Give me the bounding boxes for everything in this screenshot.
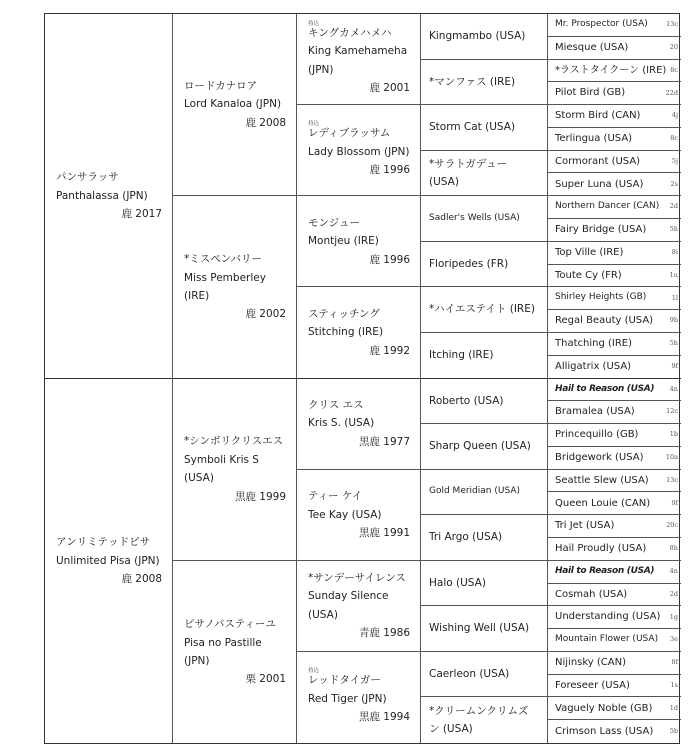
pedigree-cell-gen5 (548, 242, 681, 265)
pedigree-cell-gen2 (173, 14, 297, 196)
horse-name: Princequillo (GB) (555, 429, 639, 441)
horse-name-jp: キングカメハメハ (308, 26, 392, 39)
family-number: 20 (669, 42, 678, 51)
horse-name: Vaguely Noble (GB) (555, 702, 653, 714)
pedigree-cell-gen5 (548, 629, 681, 652)
horse-name: Caerleon (USA) (429, 667, 510, 680)
horse-name-jp: パンサラッサ (56, 171, 119, 184)
family-number: 5h (669, 339, 678, 348)
pedigree-cell-gen5 (548, 470, 681, 493)
family-number: 8c (670, 134, 678, 143)
horse-name: *クリームンクリムズン (USA) (429, 704, 529, 736)
pedigree-cell-gen4 (421, 242, 548, 288)
family-number: 8c (670, 65, 678, 74)
pedigree-cell-gen4 (421, 151, 548, 197)
horse-name: Terlingua (USA) (555, 133, 633, 145)
horse-name: Alligatrix (USA) (555, 360, 632, 372)
pedigree-cell-gen5 (548, 287, 681, 310)
pedigree-cell-gen5 (548, 379, 681, 402)
horse-name-jp: レディブラッサム (308, 127, 391, 140)
horse-name: Top Ville (IRE) (555, 246, 624, 258)
horse-name-en: Sunday Silence (USA) (308, 590, 389, 621)
pedigree-cell-gen3 (297, 652, 421, 743)
color-year: 黒鹿 1994 (358, 711, 410, 724)
pedigree-cell-gen2 (173, 196, 297, 378)
horse-name: Miesque (USA) (555, 41, 629, 53)
horse-name: Mr. Prospector (USA) (555, 19, 648, 30)
horse-name: Tri Argo (USA) (429, 531, 503, 544)
color-year: 鹿 1996 (369, 253, 410, 266)
color-year: 鹿 2008 (245, 116, 286, 129)
family-number: 4n (669, 566, 678, 575)
pedigree-cell-gen5 (548, 37, 681, 60)
horse-name-jp: レッドタイガー (308, 674, 381, 687)
family-number: 5b (669, 726, 678, 735)
color-year: 青鹿 1986 (358, 627, 410, 640)
pedigree-cell-gen5 (548, 652, 681, 675)
color-year: 黒鹿 1991 (358, 526, 410, 539)
pedigree-cell-gen5 (548, 492, 681, 515)
pedigree-cell-gen5 (548, 356, 681, 379)
family-number: 10a (665, 453, 678, 462)
horse-name: Gold Meridian (USA) (429, 486, 520, 497)
family-number: 1s (670, 680, 678, 689)
horse-name: Fairy Bridge (USA) (555, 224, 647, 236)
pedigree-cell-gen4 (421, 105, 548, 151)
pedigree-cell-gen5 (548, 151, 681, 174)
horse-name-jp: クリス エス (308, 399, 364, 411)
horse-name-en: Kris S. (USA) (308, 417, 375, 430)
pedigree-cell-gen3 (297, 105, 421, 196)
color-year: 鹿 2002 (245, 308, 286, 321)
color-year: 鹿 1992 (369, 344, 410, 357)
pedigree-cell-gen5 (548, 538, 681, 561)
imported-mark: 持込 (308, 20, 320, 27)
horse-name: Cormorant (USA) (555, 155, 641, 167)
pedigree-cell-gen3 (297, 561, 421, 652)
pedigree-cell-gen5 (548, 401, 681, 424)
family-number: 2d (669, 589, 678, 598)
horse-name: Storm Cat (USA) (429, 121, 516, 134)
pedigree-cell-gen4 (421, 60, 548, 106)
horse-name: Seattle Slew (USA) (555, 474, 649, 486)
color-year: 栗 2001 (245, 673, 286, 686)
family-number: 1d (669, 703, 678, 712)
pedigree-cell-gen4 (421, 287, 548, 333)
family-number: 3e (670, 635, 678, 644)
family-number: 1b (669, 430, 678, 439)
pedigree-cell-gen5 (548, 60, 681, 83)
pedigree-cell-gen5 (548, 720, 681, 743)
pedigree-cell-gen5 (548, 173, 681, 196)
horse-name-en: Pisa no Pastille (JPN) (184, 636, 262, 667)
horse-name: Roberto (USA) (429, 394, 504, 407)
pedigree-cell-gen4 (421, 606, 548, 652)
horse-name-jp: ティー ケイ (308, 490, 363, 503)
pedigree-cell-gen4 (421, 697, 548, 743)
horse-name: Hail to Reason (USA) (555, 383, 655, 394)
horse-name: *サラトガデュー (USA) (429, 157, 508, 188)
horse-name-jp: *シンボリクリスエス (184, 435, 284, 448)
pedigree-cell-gen4 (421, 470, 548, 516)
horse-name: Sadler's Wells (USA) (429, 212, 520, 223)
pedigree-cell-gen5 (548, 675, 681, 698)
horse-name: Hail to Reason (USA) (555, 565, 655, 576)
pedigree-cell-gen5 (548, 561, 681, 584)
family-number: 1u (669, 270, 678, 279)
pedigree-cell-gen2 (173, 379, 297, 561)
horse-name: Nijinsky (CAN) (555, 657, 627, 669)
pedigree-cell-gen5 (548, 697, 681, 720)
horse-name: Pilot Bird (GB) (555, 87, 626, 99)
family-number: 2s (670, 179, 678, 188)
horse-name-jp: *ミスペンバリー (184, 253, 263, 266)
pedigree-cell-gen5 (548, 82, 681, 105)
horse-name: Shirley Heights (GB) (555, 292, 647, 303)
imported-mark: 持込 (308, 121, 320, 128)
family-number: 1l (671, 293, 678, 302)
horse-name: Sharp Queen (USA) (429, 440, 531, 453)
horse-name-en: Lady Blossom (JPN) (308, 145, 410, 158)
horse-name: Itching (IRE) (429, 349, 494, 362)
family-number: 9f (671, 361, 678, 370)
pedigree-cell-gen5 (548, 424, 681, 447)
pedigree-cell-gen5 (548, 219, 681, 242)
horse-name-en: Symboli Kris S (USA) (184, 453, 259, 485)
horse-name: *ラストタイクーン (IRE) (555, 64, 667, 76)
horse-name: Wishing Well (USA) (429, 622, 530, 635)
pedigree-cell-gen3 (297, 196, 421, 287)
horse-name: *ハイエステイト (IRE) (429, 303, 535, 316)
family-number: 20c (666, 521, 678, 530)
pedigree-cell-gen5 (548, 105, 681, 128)
family-number: 1g (669, 612, 678, 621)
pedigree-cell-gen3 (297, 287, 421, 378)
family-number: 5h (669, 225, 678, 234)
pedigree-cell-gen4 (421, 515, 548, 561)
horse-name: Crimson Lass (USA) (555, 725, 654, 737)
pedigree-cell-gen1 (45, 379, 173, 744)
pedigree-cell-gen5 (548, 310, 681, 333)
horse-name: Super Luna (USA) (555, 178, 644, 190)
color-year: 鹿 2001 (369, 81, 410, 94)
family-number: 4j (671, 111, 678, 120)
horse-name: Mountain Flower (USA) (555, 634, 659, 645)
horse-name-jp: ロードカナロア (184, 80, 258, 93)
color-year: 黒鹿 1977 (358, 435, 410, 448)
horse-name-jp: *サンデーサイレンス (308, 572, 406, 585)
horse-name: Cosmah (USA) (555, 588, 628, 600)
family-number: 22d (665, 88, 678, 97)
family-number: 13c (666, 475, 678, 484)
color-year: 黒鹿 1999 (234, 490, 286, 503)
horse-name-en: Unlimited Pisa (JPN) (56, 554, 160, 567)
horse-name-en: Stitching (IRE) (308, 326, 384, 339)
pedigree-cell-gen5 (548, 584, 681, 607)
color-year: 鹿 1996 (369, 163, 410, 176)
horse-name: *マンファス (IRE) (429, 75, 516, 88)
horse-name-jp: スティッチング (308, 307, 380, 320)
horse-name: Kingmambo (USA) (429, 30, 526, 43)
imported-mark: 持込 (308, 668, 320, 675)
horse-name-jp: ピサノパスティーユ (184, 618, 276, 631)
horse-name: Bridgework (USA) (555, 451, 644, 463)
horse-name: Northern Dancer (CAN) (555, 201, 660, 212)
horse-name: Storm Bird (CAN) (555, 110, 641, 122)
horse-name-jp: モンジュー (308, 216, 361, 229)
pedigree-cell-gen5 (548, 447, 681, 470)
color-year: 鹿 2008 (121, 572, 162, 585)
horse-name: Understanding (USA) (555, 611, 661, 623)
family-number: 8i (671, 248, 678, 257)
family-number: 8f (671, 658, 678, 667)
color-year: 鹿 2017 (121, 207, 162, 220)
horse-name-en: Panthalassa (JPN) (56, 189, 148, 202)
pedigree-cell-gen1 (45, 14, 173, 379)
horse-name: Floripedes (FR) (429, 257, 509, 270)
horse-name: Toute Cy (FR) (555, 269, 622, 281)
family-number: 5j (671, 156, 678, 165)
pedigree-cell-gen3 (297, 470, 421, 561)
family-number: 12c (666, 407, 678, 416)
pedigree-cell-gen4 (421, 652, 548, 698)
horse-name-jp: アンリミテッドピサ (56, 536, 151, 549)
pedigree-cell-gen5 (548, 14, 681, 37)
pedigree-cell-gen4 (421, 561, 548, 607)
horse-name-en: Lord Kanaloa (JPN) (184, 98, 282, 111)
pedigree-cell-gen5 (548, 333, 681, 356)
horse-name: Foreseer (USA) (555, 679, 630, 691)
family-number: 8h (669, 544, 678, 553)
family-number: 2d (669, 202, 678, 211)
family-number: 4n (669, 384, 678, 393)
family-number: 13c (666, 20, 678, 29)
pedigree-cell-gen4 (421, 14, 548, 60)
pedigree-cell-gen4 (421, 196, 548, 242)
pedigree-cell-gen5 (548, 515, 681, 538)
horse-name-en: Miss Pemberley (IRE) (184, 271, 266, 302)
pedigree-cell-gen4 (421, 424, 548, 470)
horse-name: Bramalea (USA) (555, 406, 635, 418)
pedigree-cell-gen3 (297, 14, 421, 105)
pedigree-table (44, 13, 680, 744)
pedigree-cell-gen5 (548, 265, 681, 288)
pedigree-cell-gen4 (421, 379, 548, 425)
family-number: 9f (671, 498, 678, 507)
pedigree-cell-gen2 (173, 561, 297, 743)
horse-name-en: King Kamehameha (JPN) (308, 45, 408, 76)
pedigree-cell-gen5 (548, 128, 681, 151)
horse-name: Halo (USA) (429, 576, 486, 589)
pedigree-cell-gen3 (297, 379, 421, 470)
horse-name: Tri Jet (USA) (555, 520, 615, 532)
horse-name-en: Montjeu (IRE) (308, 235, 379, 248)
horse-name: Hail Proudly (USA) (555, 543, 647, 555)
pedigree-cell-gen5 (548, 606, 681, 629)
horse-name: Regal Beauty (USA) (555, 315, 654, 327)
horse-name-en: Tee Kay (USA) (308, 508, 382, 521)
pedigree-cell-gen5 (548, 196, 681, 219)
family-number: 9b (669, 316, 678, 325)
horse-name-en: Red Tiger (JPN) (308, 692, 387, 705)
horse-name: Thatching (IRE) (555, 338, 632, 350)
horse-name: Queen Louie (CAN) (555, 497, 651, 509)
pedigree-cell-gen4 (421, 333, 548, 379)
